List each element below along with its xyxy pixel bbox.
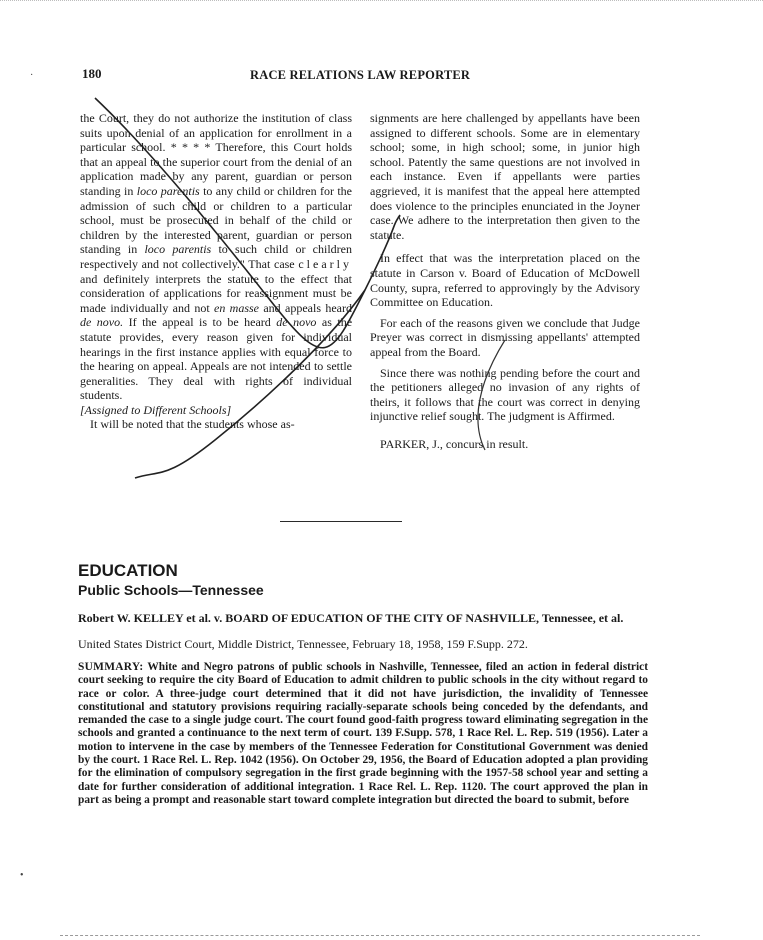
subtopic-heading: Public Schools—Tennessee [78,582,264,598]
section-subheading: [Assigned to Different Schools] [80,402,232,417]
left-paragraph-1: the Court, they do not authorize the institution of class suits upon denial of an application for enrollment in a particular school. * * * * Therefore, this Court holds that an appeal to the superior court from the denial of an application made by any parent, guardian or person standing in loco parentis to any child or children for the admission of such child or children to a particular school, must be prosecuted in behalf of the child or children by the interested parent, guardian or person standing in loco parentis to such child or children respectively and not collectively." That case clearly and definitely interprets the statute to the effect that consideration of applications for reassignment must be made individually and not en masse and appeals heard de novo. If the appeal is to be heard de novo as the statute provides, every reason given for individual hearings in the first instance applies with equal force to the hearing on appeal. Appeals are not intended to settle generalities. They deal with rights of individual students. [80,111,353,403]
summary-text: White and Negro patrons of public schools in Nashville, Tennessee, filed an action in federal district court seeking to require the city Board of Education to admit children to public schools in the city without regard to race or color. A three-judge court determined that it did not have jurisdiction, the invalidity of Tennessee constitutional and statutory provisions requiring racially-separate schools being conceded by the defendants, and remanded the case to a single judge court. The court found good-faith progress toward eliminating segregation in the schools and granted a continuance to the next term of court. 139 F.Supp. 578, 1 Race Rel. L. Rep. 519 (1956). Later a motion to intervene in the case by members of the Tennessee Federation for Constitutional Government was denied by the court. 1 Race Rel. L. Rep. 1042 (1956). On October 29, 1956, the Board of Education adopted a plan providing for the elimination of compulsory segregation in the first grade beginning with the 1957-58 school year and setting a date for further consideration of additional integration. 1 Race Rel. L. Rep. 1120. The court approved the plan in part as being a prompt and reasonable start toward complete integration but directed the board to submit, before [78,661,648,806]
scan-border-bottom [60,935,700,938]
right-paragraph-4: Since there was nothing pending before the court and the petitioners alleged no invasion of any rights of theirs, it follows that the court was correct in denying injunctive relief sought. The judgment is Affirmed. [370,365,640,424]
left-paragraph-2: It will be noted that the students whose as- [90,417,295,432]
topic-heading: EDUCATION [78,561,178,580]
concurrence-line: PARKER, J., concurs in result. [380,436,529,451]
strike-stroke-right [478,340,505,450]
court-citation: United States District Court, Middle District, Tennessee, February 18, 1958, 159 F.Supp. 272. [78,637,528,651]
running-title: RACE RELATIONS LAW REPORTER [250,68,471,82]
right-paragraph-1: signments are here challenged by appellants have been assigned to different schools. Some are in elementary school; some, in high school; some, in junior high school. Patently the same questions are not involved in each instance. Even if appellants were parties aggrieved, it is manifest that the appeal here attempted does violence to the principles enunciated in the Joyner case. We adhere to the interpretation then given to the statute. [370,111,640,242]
summary-label: SUMMARY: [78,661,144,673]
education-section [78,562,648,807]
right-paragraph-2: In effect that was the interpretation placed on the statute in Carson v. Board of Education of McDowell County, supra, referred to approvingly by the Advisory Committee on Education. [370,251,640,310]
page-number: 180 [82,66,102,81]
strike-stroke [95,98,400,348]
section-divider [280,521,402,522]
case-summary [78,661,648,807]
case-title: Robert W. KELLEY et al. v. BOARD OF EDUCATION OF THE CITY OF NASHVILLE, Tennessee, et al. [78,611,624,625]
margin-mark-bottom: • [20,870,24,881]
strike-stroke-lower [135,290,365,478]
right-paragraph-3: For each of the reasons given we conclude that Judge Preyer was correct in dismissing appellants' attempted appeal from the Board. [370,315,640,359]
margin-mark: · [30,70,34,81]
